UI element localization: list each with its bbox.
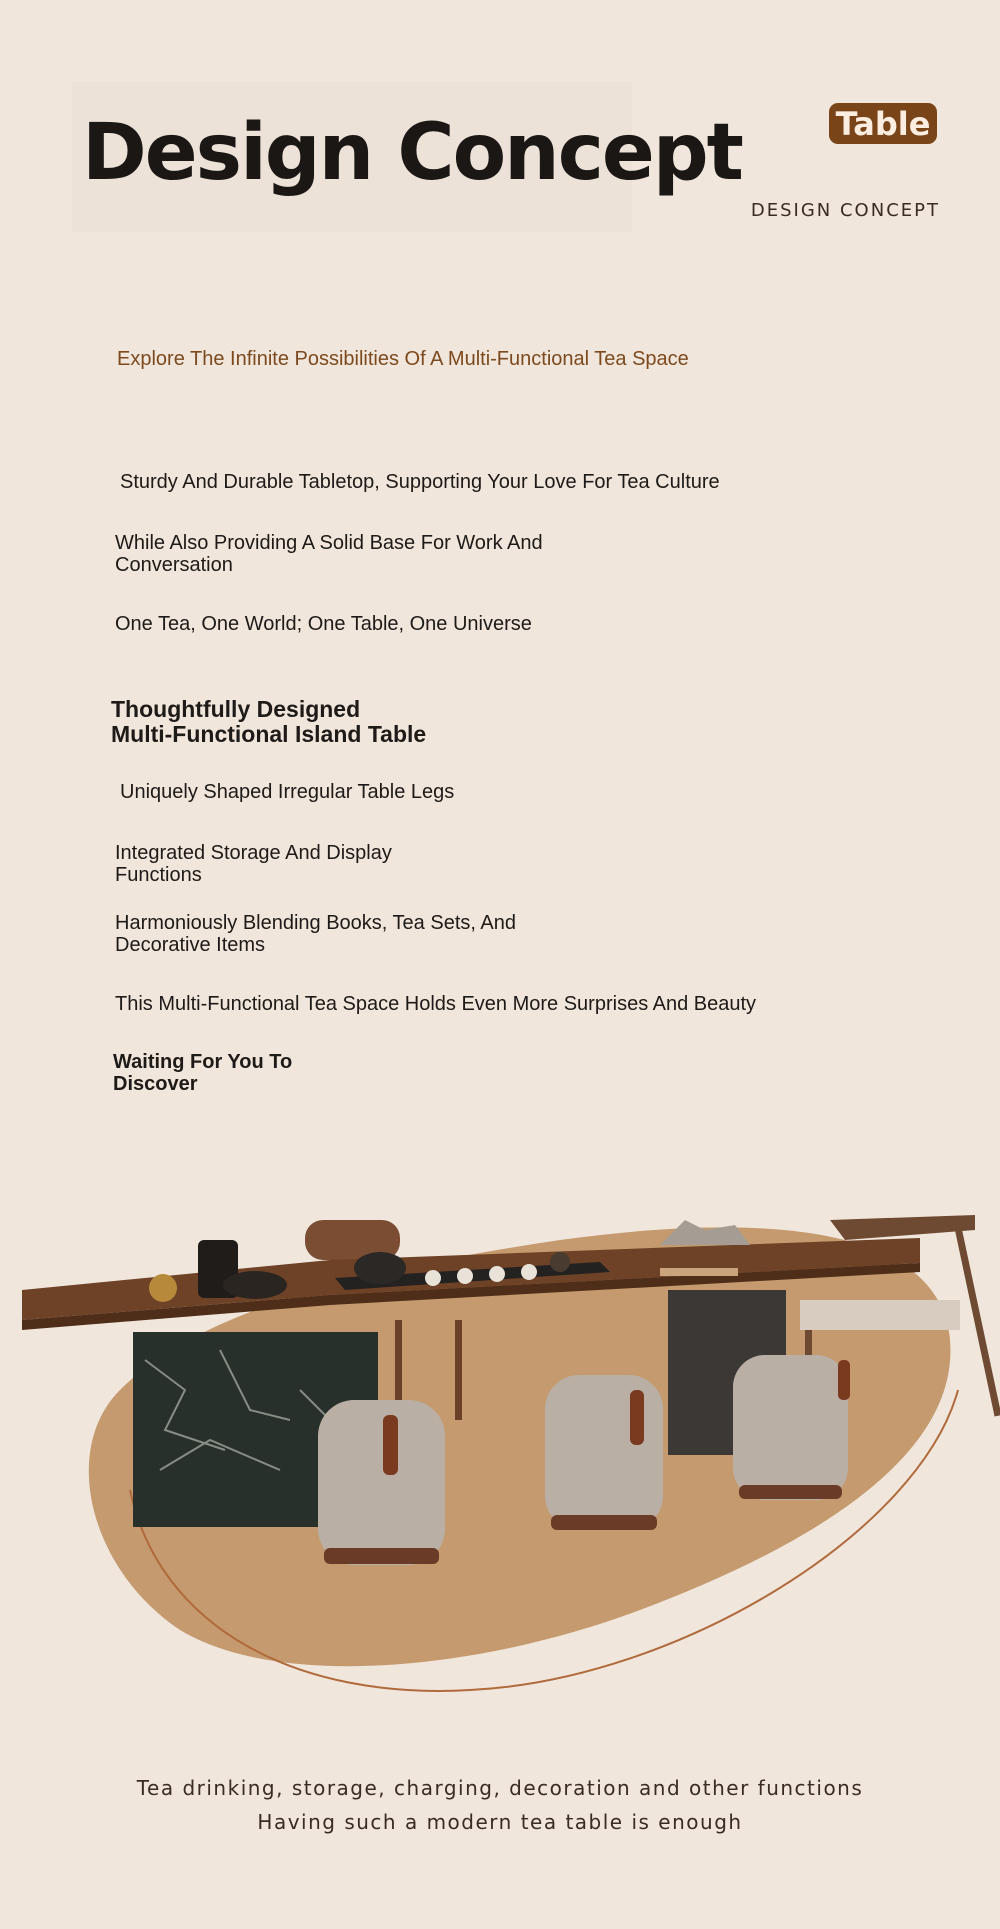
stool-base [739,1485,842,1499]
closing-heading-line: Waiting For You To [113,1051,293,1073]
footer-line-functions: Tea drinking, storage, charging, decoration and other functions [136,1776,864,1800]
footer-line-enough: Having such a modern tea table is enough [257,1810,743,1834]
stool-handle [630,1390,644,1445]
feature-line-text: Decorative Items [115,934,266,956]
chair-left-leg [455,1320,462,1420]
tea-cup [425,1270,441,1286]
tea-cup [489,1266,505,1282]
sculpture-base [660,1268,738,1276]
feature-line-text: While Also Providing A Solid Base For Work And [115,532,543,554]
section-heading [111,697,426,747]
feature-line-surprises: This Multi-Functional Tea Space Holds Even More Surprises And Beauty [115,993,757,1015]
section-heading-line: Multi-Functional Island Table [111,721,427,747]
page-subtitle: DESIGN CONCEPT [750,200,940,221]
stool [545,1375,663,1530]
feature-line-text: Integrated Storage And Display [115,842,392,864]
page-title: Design Concept [82,108,742,198]
stool-base [324,1548,439,1564]
tea-pot [354,1252,406,1284]
stool-handle [383,1415,398,1475]
stool [318,1400,445,1565]
closing-heading [113,1051,292,1095]
stool-base [551,1515,657,1530]
feature-line-text: Conversation [115,554,233,576]
stool-handle [838,1360,850,1400]
closing-heading-line: Discover [113,1073,198,1095]
section-heading-line: Thoughtfully Designed [111,696,361,722]
category-badge: Table [829,103,937,144]
tea-table-illustration [0,1190,1000,1710]
tea-pot-base [223,1271,287,1299]
chair-right-leg [955,1229,1000,1416]
feature-line-motto: One Tea, One World; One Table, One Universe [115,613,532,635]
tea-cup [550,1252,570,1272]
tea-cup [457,1268,473,1284]
feature-line-text: Harmoniously Blending Books, Tea Sets, And [115,912,516,934]
feature-line-storage [115,842,392,886]
tea-cup [521,1264,537,1280]
feature-line-work-base [115,532,543,576]
golden-ornament [149,1274,177,1302]
chair-right-frame [830,1215,975,1240]
tagline: Explore The Infinite Possibilities Of A Multi-Functional Tea Space [117,348,689,370]
feature-line-blending [115,912,516,956]
rock-sculpture [660,1220,750,1245]
feature-line-legs: Uniquely Shaped Irregular Table Legs [120,781,455,803]
stool [733,1355,848,1500]
feature-line-text: Functions [115,864,202,886]
feature-line-tabletop: Sturdy And Durable Tabletop, Supporting Your Love For Tea Culture [120,471,720,493]
chair-right-seat [800,1300,960,1330]
